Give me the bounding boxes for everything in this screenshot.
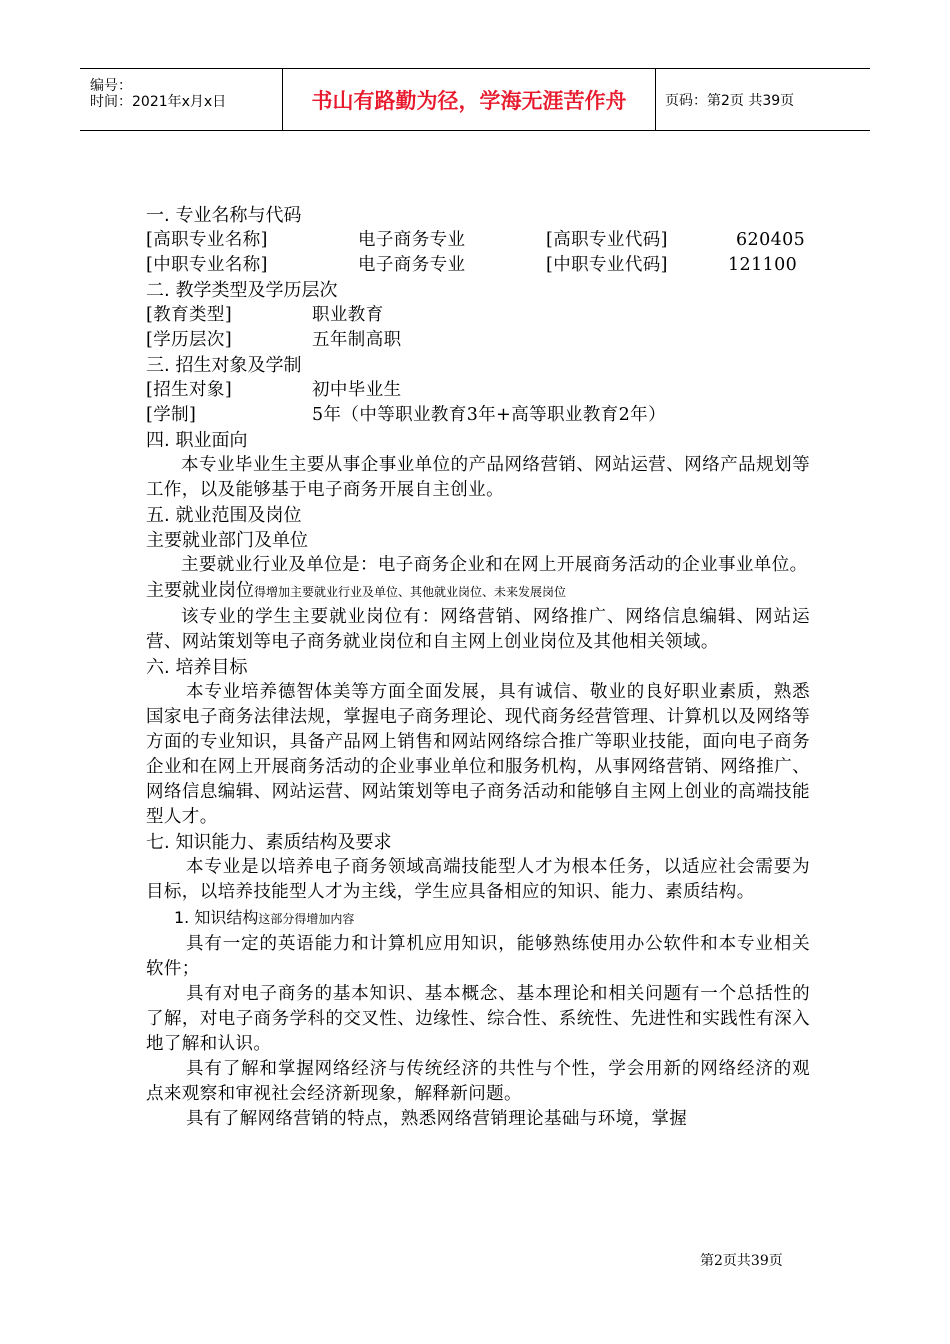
section-6-paragraph: 本专业培养德智体美等方面全面发展，具有诚信、敬业的良好职业素质，熟悉国家电子商务法律法规，掌握电子商务理论、现代商务经营管理、计算机以及网络等方面的专业知识，具备产品网上销售和网站网络综合推广等职业技能，面向电子商务企业和在网上开展商务活动的企业事业单位和服务机构，从事网络营销、网络推广、网络信息编辑、网站运营、网站策划等电子商务活动和能够自主网上创业的高端技能型人才。 bbox=[146, 682, 810, 827]
document-body bbox=[146, 203, 810, 1132]
row-label: [教育类型] bbox=[146, 305, 233, 325]
knowledge-paragraph-1: 具有一定的英语能力和计算机应用知识，能够熟练使用办公软件和本专业相关软件； bbox=[146, 934, 810, 979]
row-value: 五年制高职 bbox=[312, 330, 402, 350]
row-value: 电子商务专业 bbox=[358, 255, 466, 275]
row-label: [高职专业名称] bbox=[146, 230, 268, 250]
enroll-target-row bbox=[146, 378, 810, 403]
section-7-title: 七. 知识能力、素质结构及要求 bbox=[146, 832, 392, 853]
header-page-number: 页码：第2页 共39页 bbox=[665, 92, 795, 109]
row-label: [学制] bbox=[146, 405, 197, 425]
row-value: 5年（中等职业教育3年+高等职业教育2年） bbox=[312, 405, 666, 425]
section-2-title: 二. 教学类型及学历层次 bbox=[146, 280, 338, 301]
edu-level-row bbox=[146, 328, 810, 353]
row-value: 电子商务专业 bbox=[358, 230, 466, 250]
row-label: [高职专业代码] bbox=[546, 230, 668, 250]
section-1-title: 一. 专业名称与代码 bbox=[146, 205, 302, 226]
edu-type-row bbox=[146, 303, 810, 328]
row-value: 初中毕业生 bbox=[312, 380, 402, 400]
page-footer: 第2页共39页 bbox=[700, 1253, 783, 1269]
section-4-title: 四. 职业面向 bbox=[146, 430, 248, 451]
section-7-subtitle-knowledge bbox=[146, 905, 810, 932]
header-meta-cell bbox=[80, 69, 282, 130]
row-label: [中职专业名称] bbox=[146, 255, 268, 275]
editor-note: 得增加主要就业行业及单位、其他就业岗位、未来发展岗位 bbox=[254, 585, 567, 599]
section-6-title: 六. 培养目标 bbox=[146, 657, 248, 678]
study-length-row bbox=[146, 403, 810, 428]
major-row-higher bbox=[146, 228, 810, 253]
section-4-paragraph: 本专业毕业生主要从事企事业单位的产品网络营销、网站运营、网络产品规划等工作，以及能够基于电子商务开展自主创业。 bbox=[146, 455, 810, 500]
page-header bbox=[80, 68, 870, 131]
row-code: 620405 bbox=[736, 230, 806, 250]
knowledge-paragraph-3: 具有了解和掌握网络经济与传统经济的共性与个性，学会用新的网络经济的观点来观察和审视社会经济新现象，解释新问题。 bbox=[146, 1059, 810, 1104]
knowledge-paragraph-4: 具有了解网络营销的特点，熟悉网络营销理论基础与环境，掌握 bbox=[186, 1109, 688, 1129]
row-label: [学历层次] bbox=[146, 330, 233, 350]
subtitle-text: 主要就业岗位 bbox=[146, 580, 254, 601]
major-row-secondary bbox=[146, 253, 810, 278]
header-time: 时间：2021年x月x日 bbox=[90, 94, 227, 110]
row-label: [中职专业代码] bbox=[546, 255, 668, 275]
section-7-paragraph: 本专业是以培养电子商务领域高端技能型人才为根本任务，以适应社会需要为目标，以培养技能型人才为主线，学生应具备相应的知识、能力、素质结构。 bbox=[146, 857, 810, 902]
section-3-title: 三. 招生对象及学制 bbox=[146, 355, 302, 376]
section-5-paragraph-units: 主要就业行业及单位是：电子商务企业和在网上开展商务活动的企业事业单位。 bbox=[181, 555, 808, 575]
section-5-paragraph-posts: 该专业的学生主要就业岗位有：网络营销、网络推广、网络信息编辑、网站运营、网站策划等电子商务就业岗位和自主网上创业岗位及其他相关领域。 bbox=[146, 607, 810, 652]
subtitle-text: 1. 知识结构 bbox=[174, 908, 259, 927]
editor-note: 这部分得增加内容 bbox=[258, 912, 355, 926]
section-5-subtitle-units: 主要就业部门及单位 bbox=[146, 530, 308, 551]
row-code: 121100 bbox=[728, 255, 798, 275]
row-value: 职业教育 bbox=[312, 305, 384, 325]
row-label: [招生对象] bbox=[146, 380, 233, 400]
knowledge-paragraph-2: 具有对电子商务的基本知识、基本概念、基本理论和相关问题有一个总括性的了解，对电子商务学科的交叉性、边缘性、综合性、系统性、先进性和实践性有深入地了解和认识。 bbox=[146, 984, 810, 1054]
header-number: 编号： bbox=[90, 78, 132, 94]
header-motto: 书山有路勤为径，学海无涯苦作舟 bbox=[282, 69, 656, 130]
section-5-title: 五. 就业范围及岗位 bbox=[146, 505, 302, 526]
section-5-subtitle-posts bbox=[146, 578, 810, 605]
